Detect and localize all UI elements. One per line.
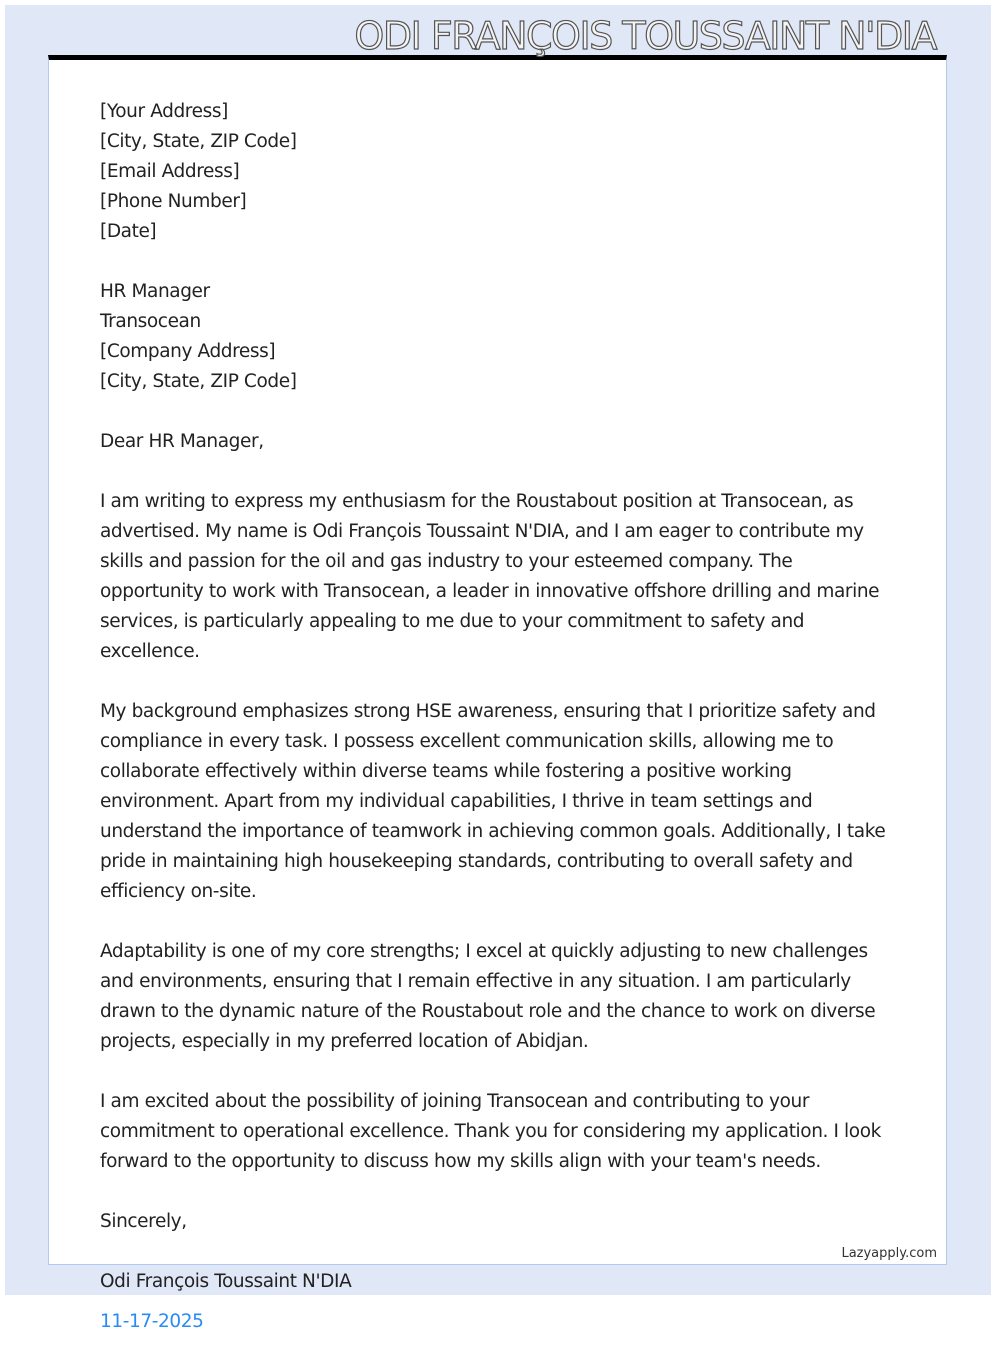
sender-date: [Date] xyxy=(100,221,157,242)
sender-phone: [Phone Number] xyxy=(100,191,247,212)
salutation: Dear HR Manager, xyxy=(100,431,264,452)
recipient-block xyxy=(100,277,900,397)
sender-city: [City, State, ZIP Code] xyxy=(100,131,297,152)
recipient-company: Transocean xyxy=(100,311,201,332)
paragraph: My background emphasizes strong HSE awareness, ensuring that I prioritize safety and compliance in every task. I possess excellent communication skills, allowing me to collaborate effectively within diverse teams while fostering a positive working environment. Apart from my individual capabilities, I thrive in team settings and understand the importance of teamwork in achieving common goals. Additionally, I take pride in maintaining high housekeeping standards, contributing to overall safety and efficiency on-site. xyxy=(100,701,886,902)
recipient-address: [Company Address] xyxy=(100,341,276,362)
brand-watermark: Lazyapply.com xyxy=(841,1246,937,1261)
paragraph: Adaptability is one of my core strengths; I excel at quickly adjusting to new challenges and environments, ensuring that I remain effective in any situation. I am particularly drawn to the dynamic nature of the Roustabout role and the chance to work on diverse projects, especially in my preferred location of Abidjan. xyxy=(100,941,876,1052)
paragraph: I am excited about the possibility of joining Transocean and contributing to your commitment to operational excellence. Thank you for considering my application. I look forward to the opportunity to discuss how my skills align with your team's needs. xyxy=(100,1091,881,1172)
letter-body xyxy=(100,97,900,1367)
paragraph: I am writing to express my enthusiasm for the Roustabout position at Transocean, as advertised. My name is Odi François Toussaint N'DIA, and I am eager to contribute my skills and passion for the oil and gas industry to your esteemed company. The opportunity to work with Transocean, a leader in innovative offshore drilling and marine services, is particularly appealing to me due to your commitment to safety and excellence. xyxy=(100,491,880,662)
closing: Sincerely, xyxy=(100,1211,187,1232)
letter-date: 11-17-2025 xyxy=(100,1311,204,1332)
sender-address: [Your Address] xyxy=(100,101,228,122)
recipient-city: [City, State, ZIP Code] xyxy=(100,371,297,392)
recipient-title: HR Manager xyxy=(100,281,210,302)
sender-email: [Email Address] xyxy=(100,161,240,182)
applicant-name-header: ODI FRANÇOIS TOUSSAINT N'DIA xyxy=(354,14,936,58)
sender-block xyxy=(100,97,900,247)
signature: Odi François Toussaint N'DIA xyxy=(100,1271,352,1292)
